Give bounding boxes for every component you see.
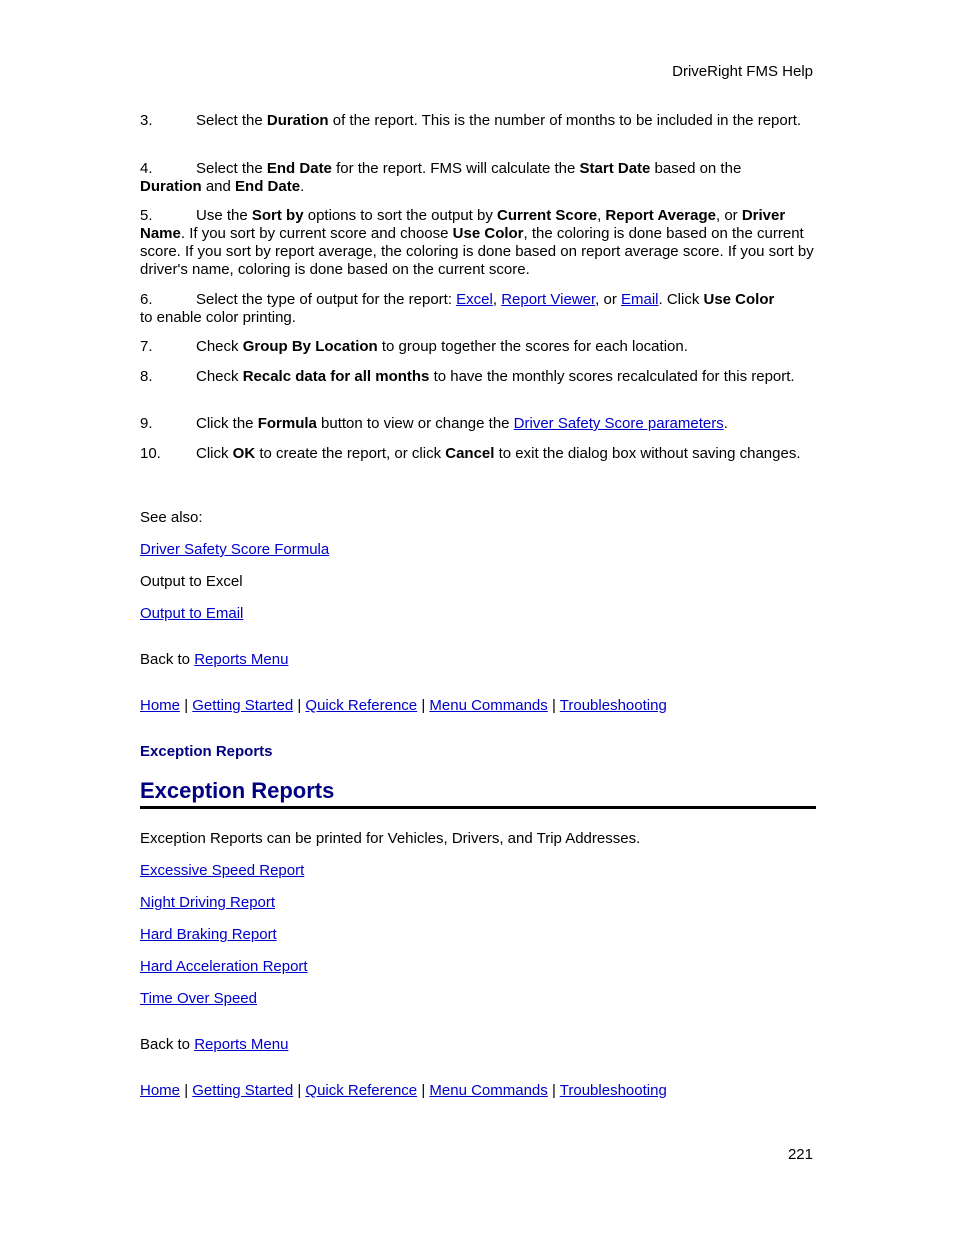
back-to-reports-1: Back to Reports Menu xyxy=(140,651,289,668)
hard-acceleration-report-link[interactable]: Hard Acceleration Report xyxy=(140,958,308,975)
see-also-label: See also: xyxy=(140,509,203,526)
step-9: 9. Click the Formula button to view or change the Driver Safety Score parameters. xyxy=(140,415,728,432)
nav-menu-commands-link[interactable]: Menu Commands xyxy=(429,697,548,714)
email-link[interactable]: Email xyxy=(620,291,659,308)
excessive-speed-report-link[interactable]: Excessive Speed Report xyxy=(140,862,305,879)
step-3: 3. Select the Duration of the report. This is the number of months to be included in the report. xyxy=(140,112,802,129)
step-5: 5. Use the Sort by options to sort the output by Current Score, Report Average, or Driver Name. If you sort by current score and choose Use Color, the coloring is done based on the current score. If you sort by report average, the coloring is done based on report average score. If you sort by driver's name, coloring is done based on the current score. xyxy=(140,207,814,278)
nav-troubleshooting-link[interactable]: Troubleshooting xyxy=(559,1082,667,1099)
nav-separator: | xyxy=(421,697,426,714)
section-label: Exception Reports xyxy=(140,743,273,760)
step-7: 7. Check Group By Location to group together the scores for each location. xyxy=(140,338,688,355)
reports-menu-link[interactable]: Reports Menu xyxy=(194,1036,289,1053)
reports-menu-link[interactable]: Reports Menu xyxy=(194,651,289,668)
driver-safety-score-parameters-link[interactable]: Driver Safety Score parameters xyxy=(513,415,724,432)
night-driving-report-link[interactable]: Night Driving Report xyxy=(140,894,276,911)
nav-separator: | xyxy=(421,1082,426,1099)
nav-home-link[interactable]: Home xyxy=(140,1082,181,1099)
nav-separator: | xyxy=(184,697,189,714)
nav-menu-commands-link[interactable]: Menu Commands xyxy=(429,1082,548,1099)
output-to-excel-text: Output to Excel xyxy=(140,573,243,590)
nav-getting-started-link[interactable]: Getting Started xyxy=(192,697,294,714)
nav-troubleshooting-link[interactable]: Troubleshooting xyxy=(559,697,667,714)
back-to-reports-2: Back to Reports Menu xyxy=(140,1036,289,1053)
nav-separator: | xyxy=(551,1082,556,1099)
nav-bar xyxy=(140,697,667,714)
nav-getting-started-link[interactable]: Getting Started xyxy=(192,1082,294,1099)
nav-quick-reference-link[interactable]: Quick Reference xyxy=(305,697,418,714)
page-title: Exception Reports xyxy=(140,777,816,809)
running-header: DriveRight FMS Help xyxy=(672,63,813,80)
step-6: 6. Select the type of output for the report: Excel, Report Viewer, or Email. Click Use Color to enable color printing. xyxy=(140,291,775,326)
nav-separator: | xyxy=(551,697,556,714)
excel-link[interactable]: Excel xyxy=(456,291,493,308)
hard-braking-report-link[interactable]: Hard Braking Report xyxy=(140,926,277,943)
step-4: 4. Select the End Date for the report. FMS will calculate the Start Date based on the Duration and End Date. xyxy=(140,160,742,195)
nav-separator: | xyxy=(297,697,302,714)
exception-intro: Exception Reports can be printed for Vehicles, Drivers, and Trip Addresses. xyxy=(140,830,641,847)
step-10: 10. Click OK to create the report, or click Cancel to exit the dialog box without saving changes. xyxy=(140,445,801,462)
step-8: 8. Check Recalc data for all months to have the monthly scores recalculated for this report. xyxy=(140,368,795,385)
nav-home-link[interactable]: Home xyxy=(140,697,181,714)
nav-quick-reference-link[interactable]: Quick Reference xyxy=(305,1082,418,1099)
page-number: 221 xyxy=(787,1146,813,1163)
output-to-email-link[interactable]: Output to Email xyxy=(140,605,244,622)
nav-separator: | xyxy=(297,1082,302,1099)
nav-bar xyxy=(140,1082,667,1099)
report-viewer-link[interactable]: Report Viewer xyxy=(501,291,596,308)
nav-separator: | xyxy=(184,1082,189,1099)
time-over-speed-link[interactable]: Time Over Speed xyxy=(140,990,257,1007)
driver-safety-score-formula-link[interactable]: Driver Safety Score Formula xyxy=(140,541,330,558)
